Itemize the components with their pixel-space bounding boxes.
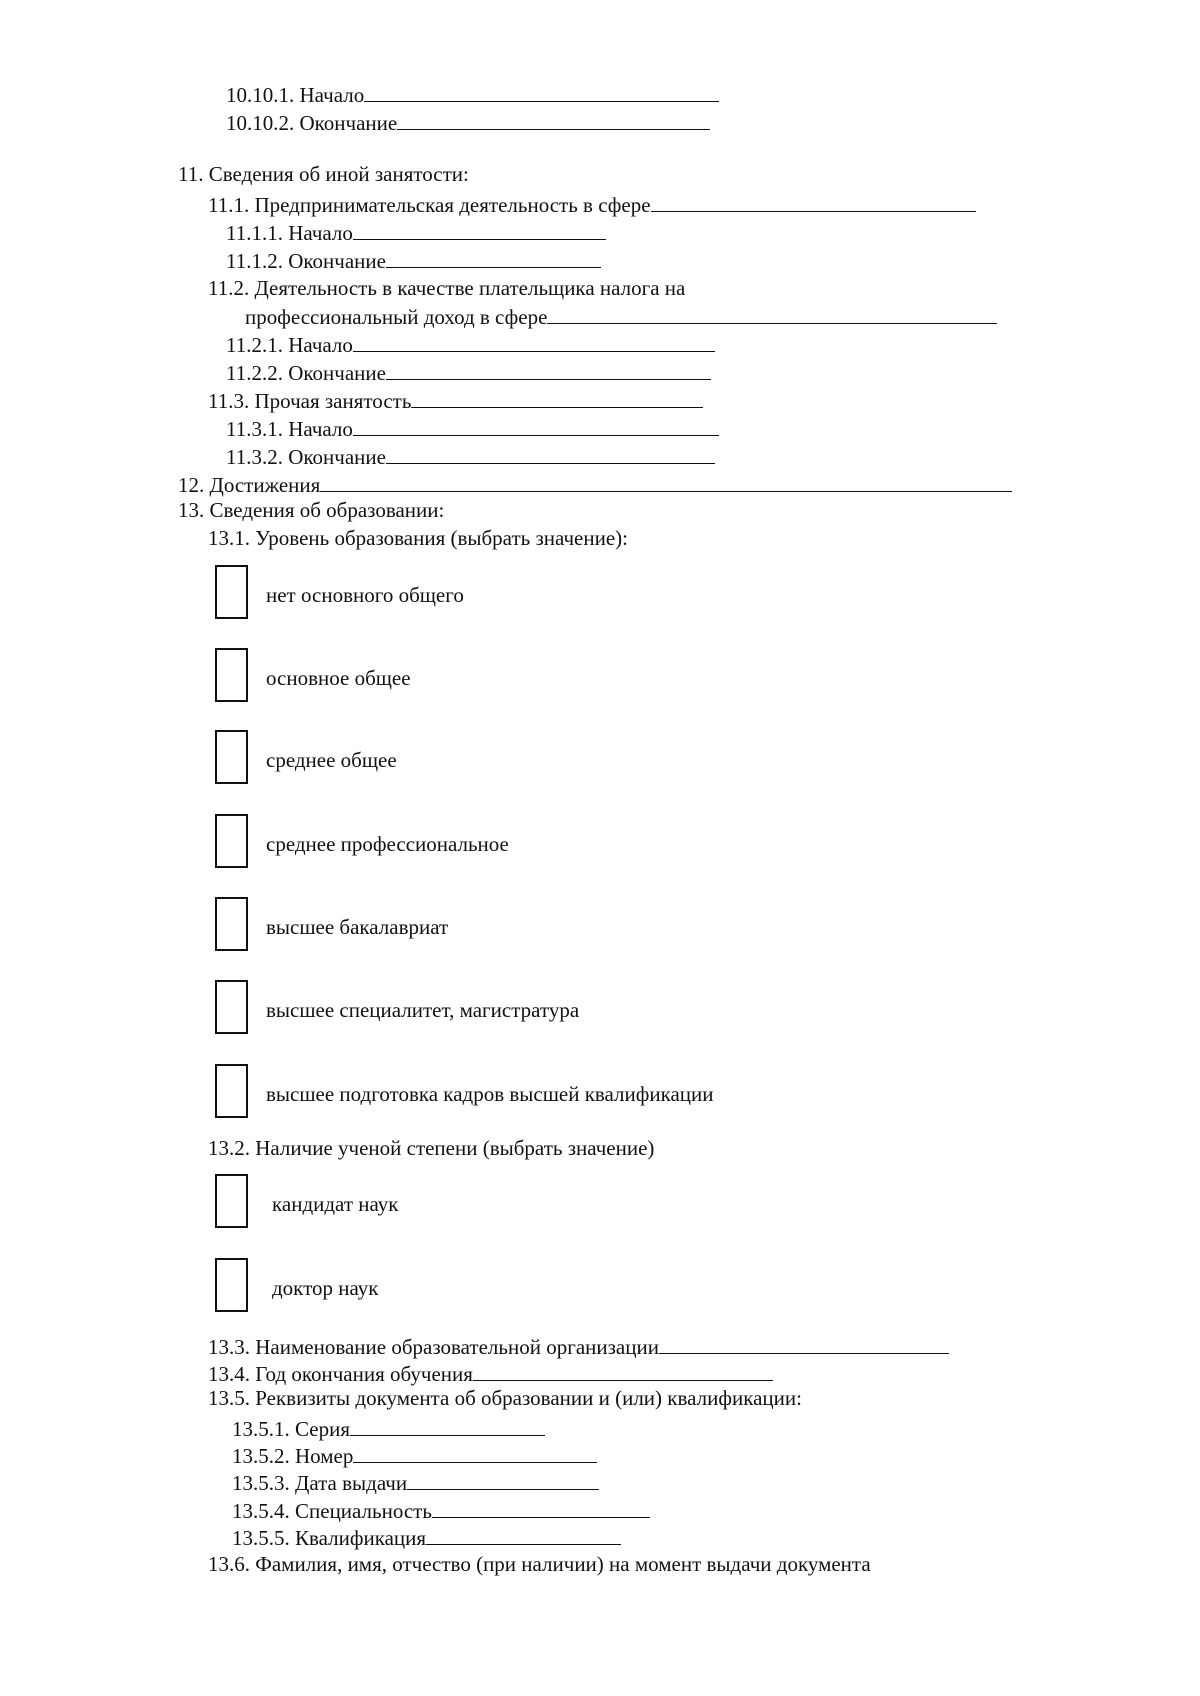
blank-line-input[interactable] <box>353 330 715 352</box>
field-label: 11.2.1. Начало <box>226 333 353 357</box>
field-label: 13.5.1. Серия <box>232 1417 350 1441</box>
field-13-3 <box>208 1332 949 1359</box>
field-13-4 <box>208 1359 773 1386</box>
option-label: высшее бакалавриат <box>266 915 449 939</box>
field-label: 13.5.2. Номер <box>232 1444 354 1468</box>
option-label: нет основного общего <box>266 583 464 607</box>
field-label: 13.3. Наименование образовательной организации <box>208 1335 659 1359</box>
field-11-3-2 <box>226 442 715 469</box>
option-label: среднее профессиональное <box>266 832 509 856</box>
field-label: 11.1.2. Окончание <box>226 249 386 273</box>
field-13-5-3 <box>232 1468 599 1495</box>
field-11-2-2 <box>226 358 711 385</box>
field-11-1-1 <box>226 218 606 245</box>
blank-line-input[interactable] <box>386 358 711 380</box>
blank-line-input[interactable] <box>320 470 1012 492</box>
checkbox-degree[interactable] <box>215 1258 248 1312</box>
field-11-1 <box>208 190 976 217</box>
blank-line-input[interactable] <box>547 302 997 324</box>
option-label: кандидат наук <box>272 1192 399 1216</box>
field-label: 13.5.4. Специальность <box>232 1499 432 1523</box>
field-label: 11.1. Предпринимательская деятельность в сфере <box>208 193 651 217</box>
checkbox-education-level[interactable] <box>215 1064 248 1118</box>
field-label: 11.3.1. Начало <box>226 417 353 441</box>
field-13-5-2 <box>232 1441 597 1468</box>
field-13-2: 13.2. Наличие ученой степени (выбрать значение) <box>208 1136 655 1160</box>
blank-line-input[interactable] <box>353 218 606 240</box>
field-10-10-2 <box>226 108 710 135</box>
field-label: 13.5.3. Дата выдачи <box>232 1471 408 1495</box>
checkbox-education-level[interactable] <box>215 980 248 1034</box>
section-11-title: 11. Сведения об иной занятости: <box>178 162 469 186</box>
field-label: 12. Достижения <box>178 473 321 497</box>
option-label: высшее специалитет, магистратура <box>266 998 580 1022</box>
field-13-1: 13.1. Уровень образования (выбрать значение): <box>208 526 628 550</box>
field-11-1-2 <box>226 246 601 273</box>
field-13-5-4 <box>232 1496 650 1523</box>
field-label: 11.2.2. Окончание <box>226 361 386 385</box>
checkbox-education-level[interactable] <box>215 648 248 702</box>
field-label: 13.4. Год окончания обучения <box>208 1362 473 1386</box>
checkbox-education-level[interactable] <box>215 565 248 619</box>
field-label: 11.1.1. Начало <box>226 221 353 245</box>
field-13-5-1 <box>232 1414 545 1441</box>
option-label: высшее подготовка кадров высшей квалификации <box>266 1082 714 1106</box>
field-11-2-line2 <box>245 302 997 329</box>
blank-line-input[interactable] <box>364 80 719 102</box>
option-label: доктор наук <box>272 1276 379 1300</box>
option-label: среднее общее <box>266 748 397 772</box>
blank-line-input[interactable] <box>411 386 703 408</box>
checkbox-degree[interactable] <box>215 1174 248 1228</box>
blank-line-input[interactable] <box>386 442 715 464</box>
field-13-6: 13.6. Фамилия, имя, отчество (при наличии) на момент выдачи документа <box>208 1552 871 1576</box>
field-11-2-line1: 11.2. Деятельность в качестве плательщика налога на <box>208 276 686 300</box>
field-label: 13.5.5. Квалификация <box>232 1526 427 1550</box>
field-label: 11.3.2. Окончание <box>226 445 386 469</box>
blank-line-input[interactable] <box>397 108 710 130</box>
blank-line-input[interactable] <box>353 414 719 436</box>
blank-line-input[interactable] <box>651 190 976 212</box>
field-label: профессиональный доход в сфере <box>245 305 548 329</box>
section-13-title: 13. Сведения об образовании: <box>178 498 445 522</box>
checkbox-education-level[interactable] <box>215 814 248 868</box>
blank-line-input[interactable] <box>386 246 601 268</box>
checkbox-education-level[interactable] <box>215 730 248 784</box>
field-13-5-5 <box>232 1523 621 1550</box>
blank-line-input[interactable] <box>659 1332 949 1354</box>
field-label: 10.10.1. Начало <box>226 83 365 107</box>
blank-line-input[interactable] <box>407 1468 599 1490</box>
blank-line-input[interactable] <box>350 1414 545 1436</box>
checkbox-education-level[interactable] <box>215 897 248 951</box>
field-11-3-1 <box>226 414 719 441</box>
option-label: основное общее <box>266 666 411 690</box>
field-label: 11.3. Прочая занятость <box>208 389 412 413</box>
field-12 <box>178 470 1012 497</box>
field-11-2-1 <box>226 330 715 357</box>
field-11-3 <box>208 386 703 413</box>
field-10-10-1 <box>226 80 719 107</box>
blank-line-input[interactable] <box>426 1523 621 1545</box>
blank-line-input[interactable] <box>473 1359 773 1381</box>
blank-line-input[interactable] <box>353 1441 597 1463</box>
field-13-5: 13.5. Реквизиты документа об образовании и (или) квалификации: <box>208 1386 802 1410</box>
field-label: 10.10.2. Окончание <box>226 111 398 135</box>
blank-line-input[interactable] <box>432 1496 650 1518</box>
